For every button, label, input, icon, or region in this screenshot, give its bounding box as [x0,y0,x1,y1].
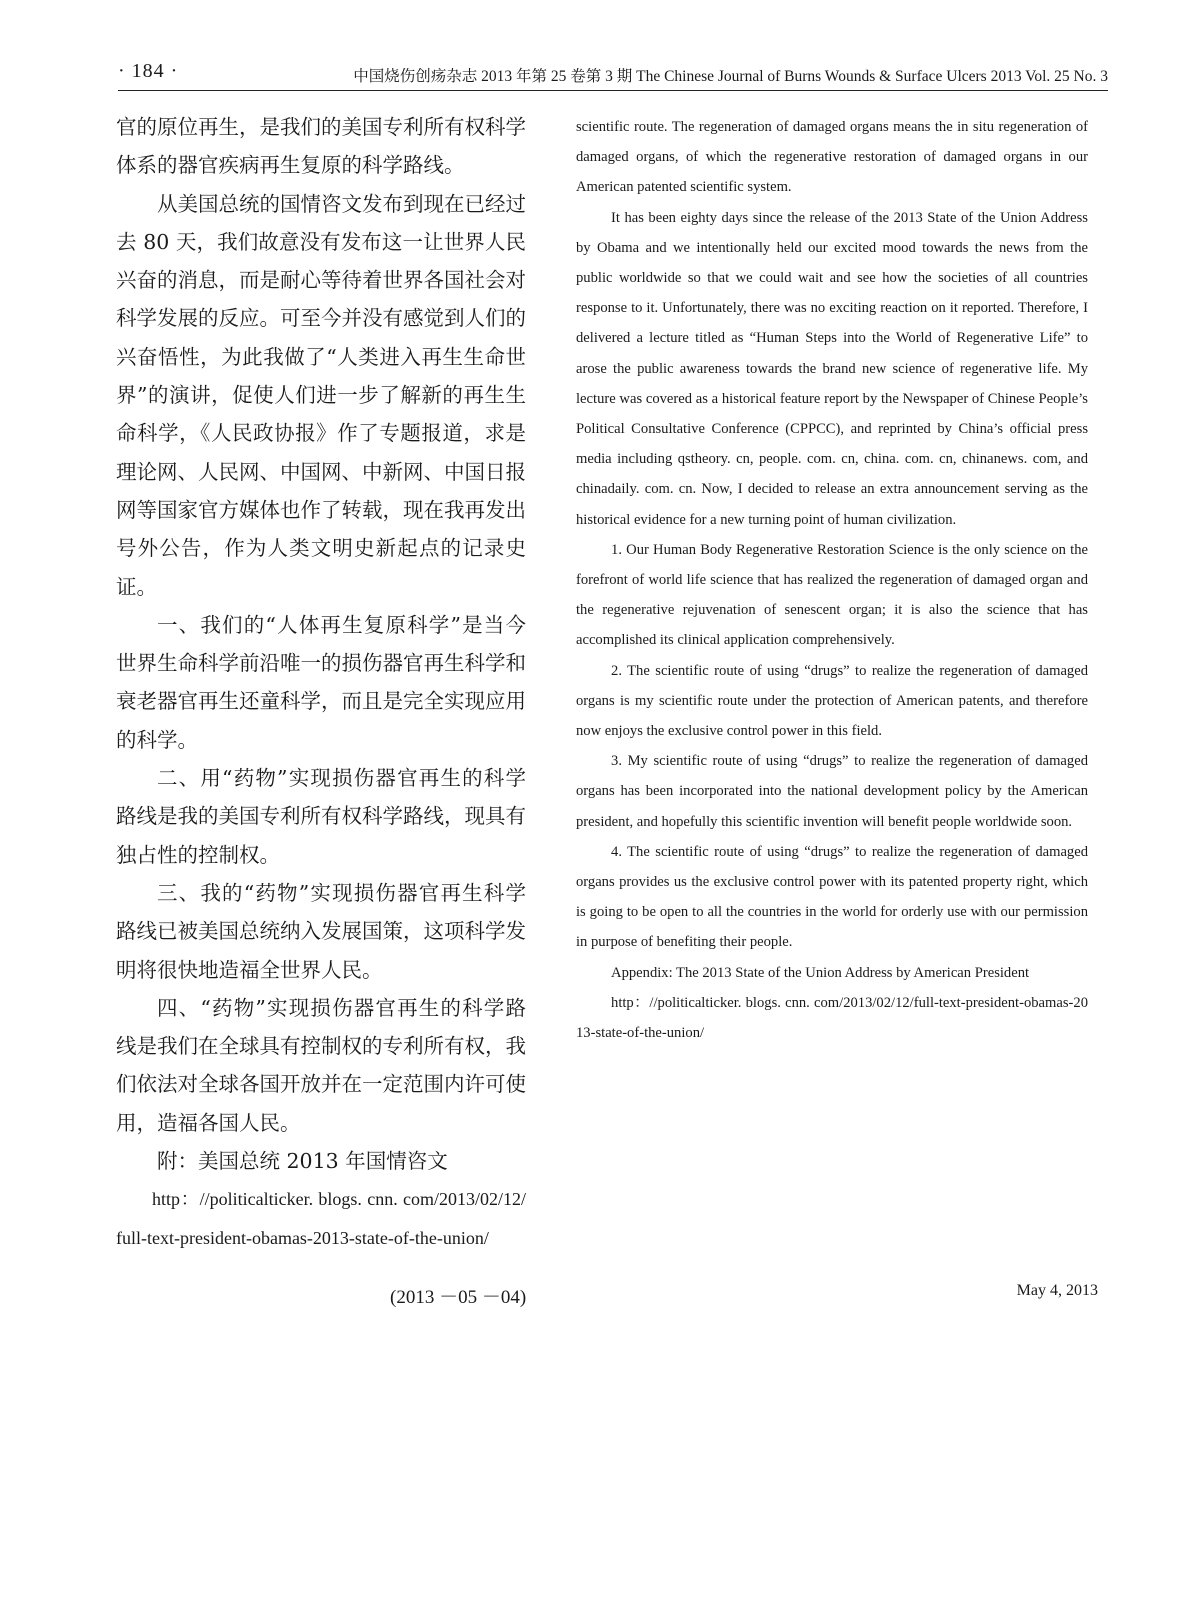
chinese-appendix: 附：美国总统 2013 年国情咨文 [157,1149,448,1174]
chinese-column [116,108,526,1257]
english-paragraph: 4. The scientific route of using “drugs” to realize the regeneration of damaged organs provides us the exclusive control power with its patented property right, which is going to be open to all the countries in the world for orderly use with our permission in purpose of benefiting their people. [576,843,1088,951]
chinese-paragraph: 一、我们的“人体再生复原科学”是当今世界生命科学前沿唯一的损伤器官再生科学和衰老器官再生还童科学，而且是完全实现应用的科学。 [116,612,526,752]
page-header [118,56,1108,91]
english-date: May 4, 2013 [1016,1282,1098,1299]
english-paragraph: 3. My scientific route of using “drugs” to realize the regeneration of damaged organs has been incorporated into the national development policy by the American president, and hopefully this scientific invention will benefit people worldwide soon. [576,753,1088,830]
chinese-appendix-url: http：//politicalticker. blogs. cnn. com/2013/02/12/full-text-president-obamas-2013-state-of-the-union/ [116,1189,526,1248]
chinese-paragraph: 从美国总统的国情咨文发布到现在已经过去 80 天，我们故意没有发布这一让世界人民兴奋的消息，而是耐心等待着世界各国社会对科学发展的反应。可至今并没有感觉到人们的兴奋悟性，为此我做了“人类进入再生生命世界”的演讲，促使人们进一步了解新的再生生命科学，《人民政协报》作了专题报道，求是理论网、人民网、中国网、中新网、中国日报网等国家官方媒体也作了转载，现在我再发出号外公告，作为人类文明史新起点的记录史证。 [116,191,526,599]
journal-running-title: 中国烧伤创疡杂志 2013 年第 25 卷第 3 期 The Chinese Journal of Burns Wounds & Surface Ulcers 2013 Vol. 25 No. 3 [353,68,1108,85]
english-appendix: Appendix: The 2013 State of the Union Address by American President [611,964,1030,981]
chinese-date: (2013 －05 －04) [390,1287,527,1308]
english-paragraph: 1. Our Human Body Regenerative Restoration Science is the only science on the forefront of world life science that has realized the regeneration of damaged organ and the regenerative rejuvenation of senescent organ; it is also the science that has accomplished its clinical application comprehensively. [576,541,1088,649]
chinese-paragraph: 三、我的“药物”实现损伤器官再生科学路线已被美国总统纳入发展国策，这项科学发明将很快地造福全世界人民。 [116,880,526,982]
english-paragraph: scientific route. The regeneration of damaged organs means the in situ regeneration of damaged organs, of which the regenerative restoration of damaged organs in our American patented scientific system. [576,119,1088,196]
chinese-paragraph: 二、用“药物”实现损伤器官再生的科学路线是我的美国专利所有权科学路线，现具有独占性的控制权。 [116,766,526,867]
english-appendix-url: http：//politicalticker. blogs. cnn. com/2013/02/12/full-text-president-obamas-2013-state-of-the-union/ [576,994,1088,1042]
chinese-paragraph: 四、“药物”实现损伤器官再生的科学路线是我们在全球具有控制权的专利所有权，我们依法对全球各国开放并在一定范围内许可使用，造福各国人民。 [116,995,526,1135]
chinese-paragraph: 官的原位再生，是我们的美国专利所有权科学体系的器官疾病再生复原的科学路线。 [116,115,526,178]
page-number: · 184 · [118,60,179,82]
english-paragraph: 2. The scientific route of using “drugs” to realize the regeneration of damaged organs is my scientific route under the protection of American patents, and therefore now enjoys the exclusive control power in this field. [576,662,1088,740]
english-column [576,112,1088,1048]
english-paragraph: It has been eighty days since the release of the 2013 State of the Union Address by Obama and we intentionally held our excited mood towards the news from the public worldwide so that we could wait and see how the societies of all countries response to it. Unfortunately, there was no exciting reaction on it reported. Therefore, I delivered a lecture titled as “Human Steps into the World of Regenerative Life” to arose the public awareness towards the brand new science of regenerative life. My lecture was covered as a historical feature report by the Newspaper of Chinese People’s Political Consultative Conference (CPPCC), and reprinted by China’s official press media including qstheory. cn, people. com. cn, china. com. cn, chinanews. com, and chinadaily. com. cn. Now, I decided to release an extra announcement serving as the historical evidence for a new turning point of human civilization. [576,209,1088,528]
